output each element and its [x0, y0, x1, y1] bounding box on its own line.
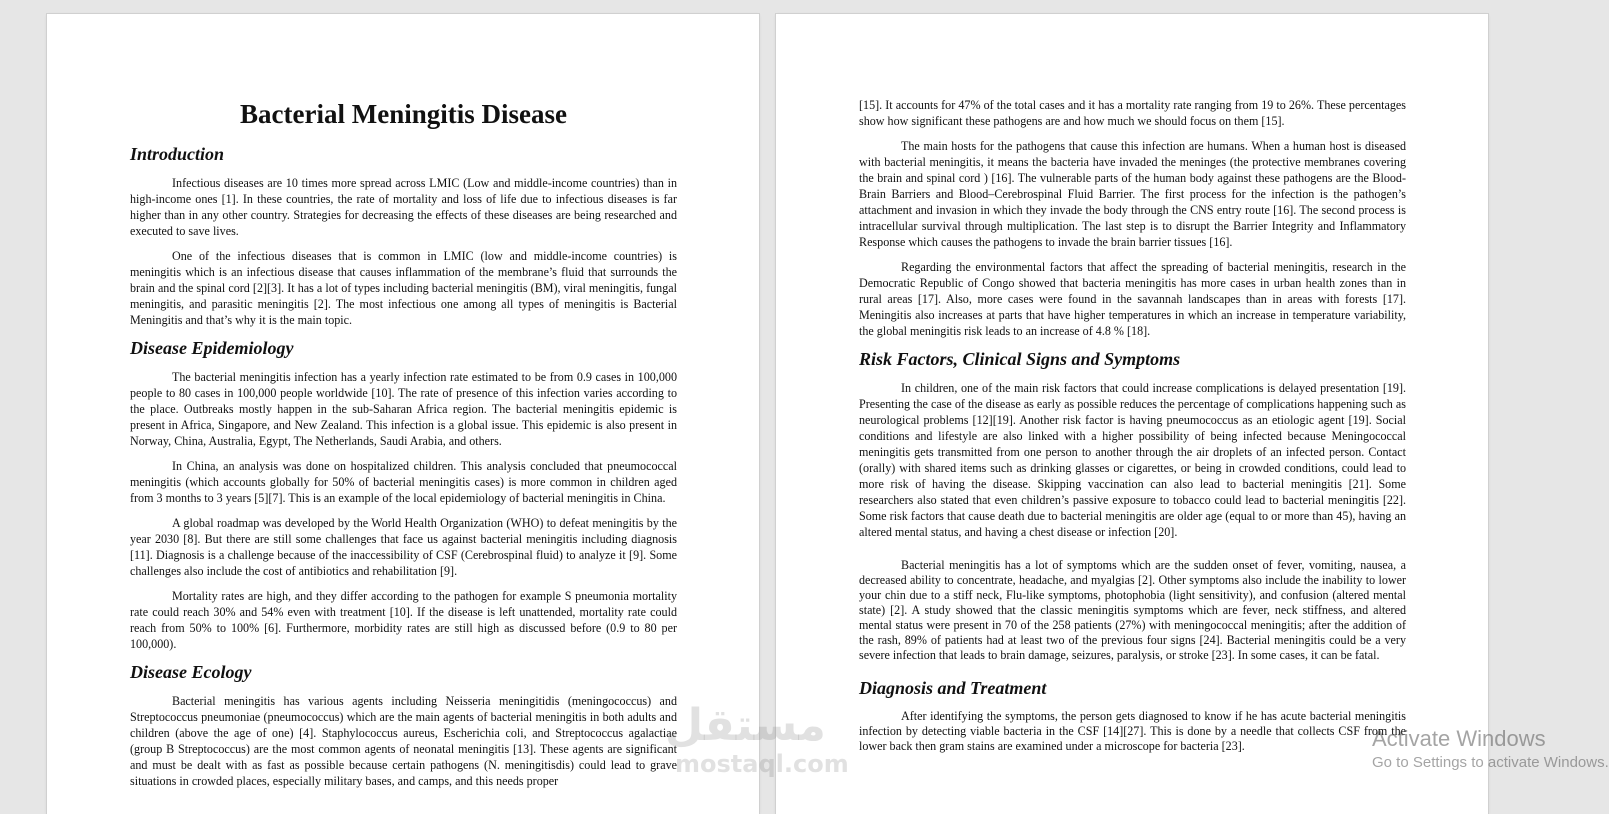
heading-diagnosis-treatment: Diagnosis and Treatment	[859, 678, 1047, 698]
paragraph: Mortality rates are high, and they differ according to the pathogen for example S pneumonia mortality rate could reach 30% and 54% even with treatment [10]. If the disease is left unattended, mortality rate could reach from 50% to 100% [6]. Furthermore, morbidity rates are still high as discussed before (0.9 to 80 per 100,000).	[130, 589, 677, 651]
activate-windows-subtitle: Go to Settings to activate Windows.	[1372, 754, 1609, 771]
paragraph: The bacterial meningitis infection has a yearly infection rate estimated to be from 0.9 cases in 100,000 people to 80 cases in 100,000 people worldwide [10]. The rate of presence of this infection varies according to the place. Outbreaks mostly happen in the sub-Saharan Africa region. The bacterial meningitis epidemic is present in Africa, Singapore, and New Zealand. This infection is a global issue. This epidemic is also present in Norway, China, Australia, Egypt, The Netherlands, Saudi Arabia, and others.	[130, 370, 677, 448]
paragraph: In children, one of the main risk factors that could increase complications is delayed presentation [19]. Presenting the case of the disease as early as possible reduces the percentage of complications happening such as neurological problems [12][19]. Another risk factor is having pneumococcus as an etiologic agent [19]. Social conditions and lifestyle are also linked with a higher possibility of being infected because Meningococcal meningitis gets transmitted from one person to another through the air droplets of an infected person. Contact (orally) with shared items such as drinking glasses or cigarettes, or being in crowded conditions, could lead to more risk of having the disease. Skipping vaccination can also lead to bacterial meningitis [21]. Some researchers also stated that even children’s passive exposure to tobacco could lead to bacterial meningitis [22]. Some risk factors that cause death due to bacterial meningitis are older age (equal to or more than 45), having an altered mental status, and having a chest disease or infection [20].	[859, 381, 1406, 539]
watermark-latin-text: mostaql.com	[675, 750, 849, 778]
document-title: Bacterial Meningitis Disease	[240, 99, 567, 129]
heading-disease-epidemiology: Disease Epidemiology	[130, 338, 294, 358]
heading-disease-ecology: Disease Ecology	[130, 662, 252, 682]
watermark-arabic-text: مستقل	[665, 700, 826, 751]
paragraph: Bacterial meningitis has various agents including Neisseria meningitidis (meningococcus) and Streptococcus pneumoniae (pneumococcus) which are the main agents of bacterial meningitis in both adults and children (above the age of one) [4]. Staphylococcus aureus, Escherichia coli, and Streptococcus agalactiae (group B Streptococcus) are the most common agents of neonatal meningitis [13]. These agents are significant and must be dealt with as fast as possible because certain pathogens (N. meningitisdis) could lead to grave situations in crowded places, especially military bases, and camps, and this needs proper	[130, 694, 677, 788]
paragraph: [15]. It accounts for 47% of the total cases and it has a mortality rate ranging from 19 to 26%. These percentages show how significant these pathogens are and how much we should focus on them [15].	[859, 98, 1406, 128]
paragraph: Infectious diseases are 10 times more spread across LMIC (Low and middle-income countries) than in high-income ones [1]. In these countries, the rate of mortality and loss of life due to infectious diseases is far higher than in any other country. Strategies for decreasing the effects of these diseases are being researched and executed to save lives.	[130, 176, 677, 238]
activate-windows-notice	[1372, 725, 1609, 773]
heading-introduction: Introduction	[130, 144, 225, 164]
paragraph: Bacterial meningitis has a lot of symptoms which are the sudden onset of fever, vomiting, nausea, a decreased ability to concentrate, headache, and myalgias [2]. Other symptoms also include the inability to lower your chin due to a stiff neck, Flu-like symptoms, photophobia (light sensitivity), and confusion (altered mental state) [2]. A study showed that the classic meningitis symptoms which are fever, neck stiffness, and altered mental status were present in 70 of the 258 patients (27%) with meningococcal meningitis; after the addition of the rash, 89% of patients had at least two of the previous four signs [24]. Bacterial meningitis could be a very severe infection that leads to brain damage, seizures, paralysis, or stroke [23]. In some cases, it can be fatal.	[859, 558, 1406, 662]
paragraph: The main hosts for the pathogens that cause this infection are humans. When a human host is diseased with bacterial meningitis, it means the bacteria have invaded the meninges (the protective membranes covering the brain and spinal cord ) [16]. The vulnerable parts of the human body against these pathogens are the Blood-Brain Barriers and Blood–Cerebrospinal Fluid Barrier. The first process for the infection is the pathogen’s attachment and invasion in which they invade the body through the CNS entry route [16]. The second process is intracellular survival through multiplication. The last step is to disrupt the Barrier Integrity and Inflammatory Response which causes the pathogens to invade the brain barrier tissues [16].	[859, 139, 1406, 249]
paragraph: A global roadmap was developed by the World Health Organization (WHO) to defeat meningitis by the year 2030 [8]. But there are still some challenges that face us against bacterial meningitis including diagnosis [11]. Diagnosis is a challenge because of the inaccessibility of CSF (Cerebrospinal fluid) to analyze it [9]. Some challenges also include the cost of antibiotics and rehabilitation [9].	[130, 516, 677, 578]
page-right-content	[859, 97, 1406, 763]
heading-risk-factors: Risk Factors, Clinical Signs and Symptoms	[859, 349, 1181, 369]
page-left-content	[130, 97, 677, 798]
document-page-left	[47, 14, 759, 814]
paragraph: After identifying the symptoms, the person gets diagnosed to know if he has acute bacterial meningitis infection by detecting viable bacteria in the CSF [14][27]. This is done by a needle that collects CSF from the lower back then gram stains are examined under a microscope for bacteria [23].	[859, 709, 1406, 753]
paragraph: One of the infectious diseases that is common in LMIC (low and middle-income countries) is meningitis which is an infectious disease that causes inflammation of the membrane’s fluid that surrounds the brain and the spinal cord [2][3]. It has a lot of types including bacterial meningitis (BM), viral meningitis, fungal meningitis, and parasitic meningitis [2]. The most infectious one among all types of meningitis is Bacterial Meningitis and that’s why it is the main topic.	[130, 249, 677, 327]
activate-windows-title: Activate Windows	[1372, 726, 1546, 751]
paragraph: Regarding the environmental factors that affect the spreading of bacterial meningitis, research in the Democratic Republic of Congo showed that bacteria meningitis has more cases in urban health zones than in rural areas [17]. Also, more cases were found in the savannah landscapes than in areas with forests [17]. Meningitis also increases at parts that have higher temperatures in which an increase in temperature variability, the global meningitis risk leads to an increase of 4.8 % [18].	[859, 260, 1406, 338]
document-page-right	[776, 14, 1488, 814]
paragraph: In China, an analysis was done on hospitalized children. This analysis concluded that pneumococcal meningitis (which accounts globally for 50% of bacterial meningitis cases) is more common in children aged from 3 months to 3 years [5][7]. This is an example of the local epidemiology of bacterial meningitis in China.	[130, 459, 677, 505]
